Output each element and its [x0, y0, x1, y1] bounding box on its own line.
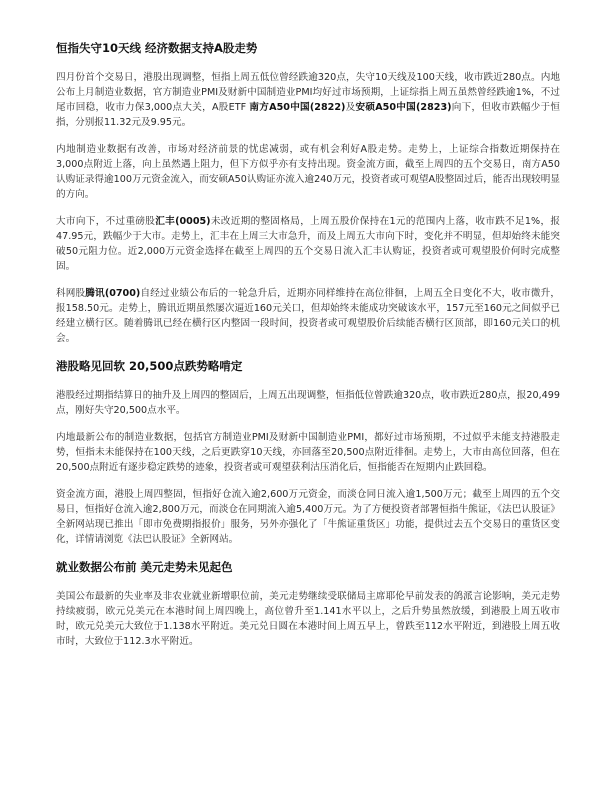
- section-heading: 就业数据公布前 美元走势未见起色: [56, 560, 233, 574]
- stock-name: 腾讯(0700): [85, 288, 141, 299]
- text-run: 内地最新公布的制造业数据，包括官方制造业PMI及财新中国制造业PMI，都好过市场预期，不过似乎未能支持港股走势，恒指未未能保持在100天线，之后更跌穿10天线，亦回落至20,500点附近徘徊。走势上，大市由高位回落，但在20,500点附近有逐步稳定跌势的迹象，投资者或可观望获利沽压消化后，恒指能否在短期内止跌回稳。: [56, 432, 560, 473]
- stock-name: 安硕A50中国(2823): [355, 102, 452, 113]
- paragraph: [56, 286, 560, 346]
- text-run: 美国公布最新的失业率及非农业就业新增职位前，美元走势继续受联储局主席耶伦早前发表的鸽派言论影响，美元走势持续疲弱，欧元兑美元在本港时间上周四晚上，高位曾升至1.141水平以上，之后升势虽然放缓，到港股上周五收市时，欧元兑美元大致位于1.138水平附近。美元兑日圆在本港时间上周五早上，曾跌至112水平附近，到港股上周五收市时，大致位于112.3水平附近。: [56, 591, 560, 647]
- stock-name: 南方A50中国(2822): [249, 102, 346, 113]
- section-heading: 港股略见回软 20,500点跌势略啃定: [56, 359, 243, 373]
- text-run: 内地制造业数据有改善，市场对经济前景的忧虑减弱，或有机会利好A股走势。走势上，上证综合指数近期保持在3,000点附近上落，向上虽然遇上阻力，但下方似乎亦有支持出现。资金流方面，截至上周四的五个交易日，南方A50认购证录得逾100万元资金流入，而安硕A50认购证亦流入逾240万元，投资者或可观望A股整固过后，能否出现较明显的方向。: [56, 144, 560, 200]
- section-heading: 恒指失守10天线 经济数据支持A股走势: [56, 41, 258, 55]
- text-run: 大市向下，不过重磅股: [56, 216, 156, 227]
- text-run: 资金流方面，港股上周四整固，恒指好仓流入逾2,600万元资金，而淡仓同日流入逾1,500万元；截至上周四的五个交易日，恒指好仓流入逾2,800万元，而淡仓在同期流入逾5,400万元。为了方便投资者部署恒指牛熊证，《法巴认股证》全新网站现已推出「即市免费期指报价」服务，另外亦强化了「牛熊证重货区」功能，提供过去五个交易日的重货区变化，详情请浏览《法巴认股证》全新网站。: [56, 489, 560, 545]
- paragraph: [56, 430, 560, 475]
- text-run: 自经过业绩公布后的一轮急升后，近期亦同样维持在高位徘徊，上周五全日变化不大，收市微升，报158.50元。走势上，腾讯近期虽然屡次逼近160元关口，但却始终未能成功突破该水平，157元至160元之间似乎已经建立横行区。随着腾讯已经在横行区内整固一段时间，投资者或可观望股价后续能否横行区顶部，即160元关口的机会。: [56, 288, 561, 344]
- stock-name: 汇丰(0005): [155, 216, 211, 227]
- text-run: 科网股: [56, 288, 86, 299]
- text-run: 向下，但收市跌幅少于恒指，分别报11.32元及9.95元。: [56, 102, 560, 128]
- paragraph: [56, 589, 560, 649]
- paragraph: [56, 214, 560, 274]
- article: [56, 40, 560, 661]
- paragraph: [56, 70, 560, 130]
- paragraph: [56, 142, 560, 202]
- paragraph: [56, 487, 560, 547]
- text-run: 及: [345, 102, 356, 113]
- text-run: 港股经过期指结算日的抽升及上周四的整固后，上周五出现调整，恒指低位曾跌逾320点，收市跌近280点，报20,499点，刚好失守20,500点水平。: [56, 390, 560, 416]
- text-run: 四月份首个交易日，港股出现调整，恒指上周五低位曾经跌逾320点，失守10天线及100天线，收市跌近280点。内地公布上月制造业数据，官方制造业PMI及财新中国制造业PMI均好过市场预期，上证综指上周五虽然曾经跌逾1%，不过尾市回稳，收市力保3,000点大关，A股ETF: [56, 72, 560, 113]
- text-run: 未改近期的整固格局，上周五股价保持在1元的范围内上落，收市跌不足1%，报47.95元，跌幅少于大市。走势上，汇丰在上周三大市急升，而及上周五大市向下时，变化并不明显，但却始终未能突破50元阻力位。近2,000万元资金选择在截至上周四的五个交易日流入汇丰认购证，投资者或可观望股价何时完成整固。: [56, 216, 560, 272]
- paragraph: [56, 388, 560, 418]
